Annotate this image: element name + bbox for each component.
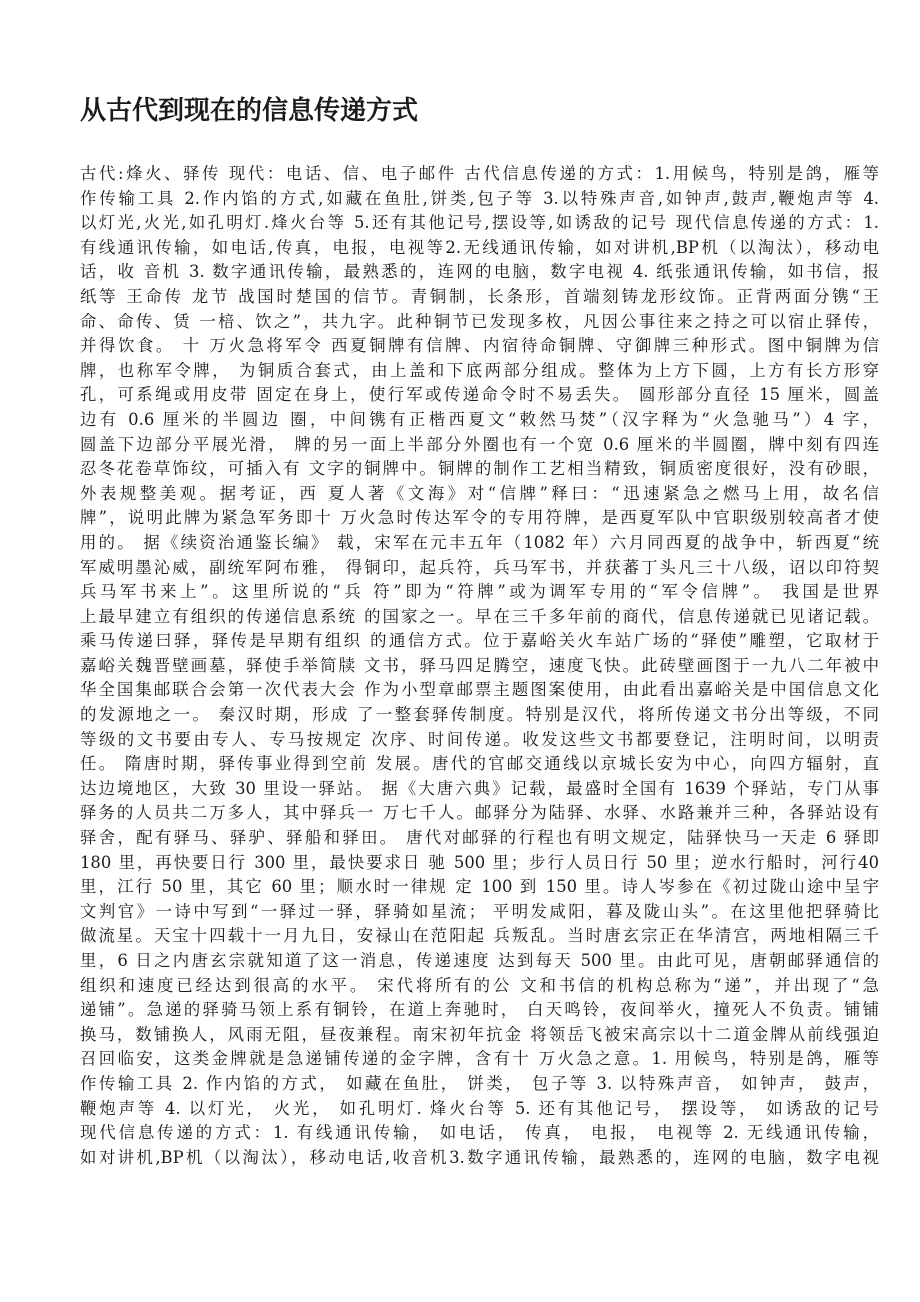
text-line: 作传输工具 2. 作内馅的方式， 如藏在鱼肚， 饼类， 包子等 3. 以特殊声音， 如钟声， 鼓声， xyxy=(80,1073,879,1093)
text-line: 如对讲机,BP机（以淘汰），移动电话,收音机3.数字通讯传输，最熟悉的，连网的电脑，数字电视 xyxy=(80,1147,879,1167)
text-line: 纸等 王命传 龙节 战国时楚国的信节。青铜制，长条形，首端刻铸龙形纹饰。正背两面分镌“王 xyxy=(80,286,879,306)
text-line: 忍冬花卷草饰纹，可插入有 文字的铜牌中。铜牌的制作工艺相当精致，铜质密度很好，没有砂眼， xyxy=(80,459,879,479)
text-line: 达边境地区，大致 30 里设一驿站。 据《大唐六典》记载，最盛时全国有 1639 个驿站，专门从事 xyxy=(80,778,879,798)
text-line: 里，江行 50 里，其它 60 里；顺水时一律规 定 100 到 150 里。诗人岑参在《初过陇山途中呈宇 xyxy=(80,877,879,897)
text-line: 任。 隋唐时期，驿传事业得到空前 发展。唐代的官邮交通线以京城长安为中心，向四方辐射，直 xyxy=(80,754,879,774)
text-line: 驿务的人员共二万多人，其中驿兵一 万七千人。邮驿分为陆驿、水驿、水路兼并三种，各驿站设有 xyxy=(80,803,879,823)
text-line: 180 里，再快要日行 300 里，最快要求日 驰 500 里；步行人员日行 50 里；逆水行船时，河行40 xyxy=(80,852,879,872)
text-line: 组织和速度已经达到很高的水平。 宋代将所有的公 文和书信的机构总称为“递”，并出现了“急 xyxy=(80,975,879,995)
text-line: 文判官》一诗中写到“一驿过一驿，驿骑如星流； 平明发咸阳，暮及陇山头”。在这里他把驿骑比 xyxy=(80,901,879,921)
text-line: 换马，数铺换人，风雨无阻，昼夜兼程。南宋初年抗金 将领岳飞被宋高宗以十二道金牌从前线强迫 xyxy=(80,1024,879,1044)
text-line: 牌，也称军令牌， 为铜质合套式，由上盖和下底两部分组成。整体为上方下圆，上方有长方形穿 xyxy=(80,360,879,380)
text-line: 边有 0.6 厘米的半圆边 圈，中间镌有正楷西夏文“敕然马焚”（汉字释为“火急驰马”）4 字， xyxy=(80,409,879,429)
text-line: 等级的文书要由专人、专马按规定 次序、时间传递。收发这些文书都要登记，注明时间，以明责 xyxy=(80,729,879,749)
body-text xyxy=(80,162,879,1170)
text-line: 里，6 日之内唐玄宗就知道了这一消息，传递速度 达到每天 500 里。由此可见，唐朝邮驿通信的 xyxy=(80,951,879,970)
text-line: 嘉峪关魏晋壁画墓，驿使手举简牍 文书，驿马四足腾空，速度飞快。此砖壁画图于一九八二年被中 xyxy=(80,655,879,675)
text-line: 兵马军书来上”。这里所说的“兵 符”即为“符牌”或为调军专用的“军令信牌”。 我国是世界 xyxy=(80,582,879,602)
text-line: 鞭炮声等 4. 以灯光， 火光， 如孔明灯. 烽火台等 5. 还有其他记号， 摆设等， 如诱敌的记号 xyxy=(80,1098,879,1118)
text-line: 的发源地之一。 秦汉时期，形成 了一整套驿传制度。特别是汉代，将所传递文书分出等级，不同 xyxy=(80,705,879,725)
text-line: 有线通讯传输，如电话,传真，电报，电视等2.无线通讯传输，如对讲机,BP机（以淘汰），移动电 xyxy=(80,237,879,257)
text-line: 外表规整美观。据考证，西 夏人著《文海》对“信牌”释曰：“迅速紧急之燃马上用，故名信 xyxy=(80,483,879,503)
text-line: 驿舍，配有驿马、驿驴、驿船和驿田。 唐代对邮驿的行程也有明文规定，陆驿快马一天走 6 驿即 xyxy=(80,828,879,848)
text-line: 孔，可系绳或用皮带 固定在身上，使行军或传递命令时不易丢失。 圆形部分直径 15 厘米，圆盖 xyxy=(80,385,879,405)
text-line: 古代:烽火、驿传 现代：电话、信、电子邮件 古代信息传递的方式：1.用候鸟，特别是鸽，雁等 xyxy=(80,164,879,183)
text-line: 并得饮食。 十 万火急将军令 西夏铜牌有信牌、内宿待命铜牌、守御牌三种形式。图中铜牌为信 xyxy=(80,336,879,356)
page-title: 从古代到现在的信息传递方式 xyxy=(80,96,419,126)
text-line: 现代信息传递的方式：1. 有线通讯传输， 如电话， 传真， 电报， 电视等 2. 无线通讯传输， xyxy=(80,1123,879,1143)
text-line: 做流星。天宝十四载十一月九日，安禄山在范阳起 兵叛乱。当时唐玄宗正在华清宫，两地相隔三千 xyxy=(80,926,879,946)
text-line: 命、命传、赁 一棓、饮之”，共九字。此种铜节已发现多枚，凡因公事往来之持之可以宿止驿传， xyxy=(80,311,879,331)
text-line: 递铺”。急递的驿骑马领上系有铜铃，在道上奔驰时， 白天鸣铃，夜间举火，撞死人不负责。铺铺 xyxy=(80,1000,879,1020)
text-line: 乘马传递曰驿，驿传是早期有组织 的通信方式。位于嘉峪关火车站广场的“驿使”雕塑，它取材于 xyxy=(80,631,879,651)
text-line: 话，收 音机 3. 数字通讯传输，最熟悉的，连网的电脑，数字电视 4. 纸张通讯传输，如书信，报 xyxy=(80,262,879,282)
text-line: 军威明墨沁威，副统军阿布雅， 得铜印，起兵符，兵马军书，并获蕃丁头凡三十八级，诏以印符契 xyxy=(80,557,879,577)
text-line: 召回临安，这类金牌就是急递铺传递的金字牌，含有十 万火急之意。1. 用候鸟，特别是鸽，雁等 xyxy=(80,1049,879,1069)
text-line: 作传输工具 2.作内馅的方式,如藏在鱼肚,饼类,包子等 3.以特殊声音,如钟声,鼓声,鞭炮声等 4. xyxy=(80,188,879,208)
text-line: 以灯光,火光,如孔明灯.烽火台等 5.还有其他记号,摆设等,如诱敌的记号 现代信息传递的方式：1. xyxy=(80,213,879,233)
text-line: 华全国集邮联合会第一次代表大会 作为小型章邮票主题图案使用，由此看出嘉峪关是中国信息文化 xyxy=(80,680,879,700)
text-line: 用的。 据《续资治通鉴长编》 载，宋军在元丰五年（1082 年）六月同西夏的战争中，斩西夏“统 xyxy=(80,532,879,552)
text-line: 牌”，说明此牌为紧急军务即十 万火急时传达军令的专用符牌，是西夏军队中官职级别较高者才使 xyxy=(80,508,879,528)
text-line: 上最早建立有组织的传递信息系统 的国家之一。早在三千多年前的商代，信息传递就已见诸记载。 xyxy=(80,606,879,626)
text-line: 圆盖下边部分平展光滑， 牌的另一面上半部分外圈也有一个宽 0.6 厘米的半圆圈，牌中刻有四连 xyxy=(80,434,879,454)
